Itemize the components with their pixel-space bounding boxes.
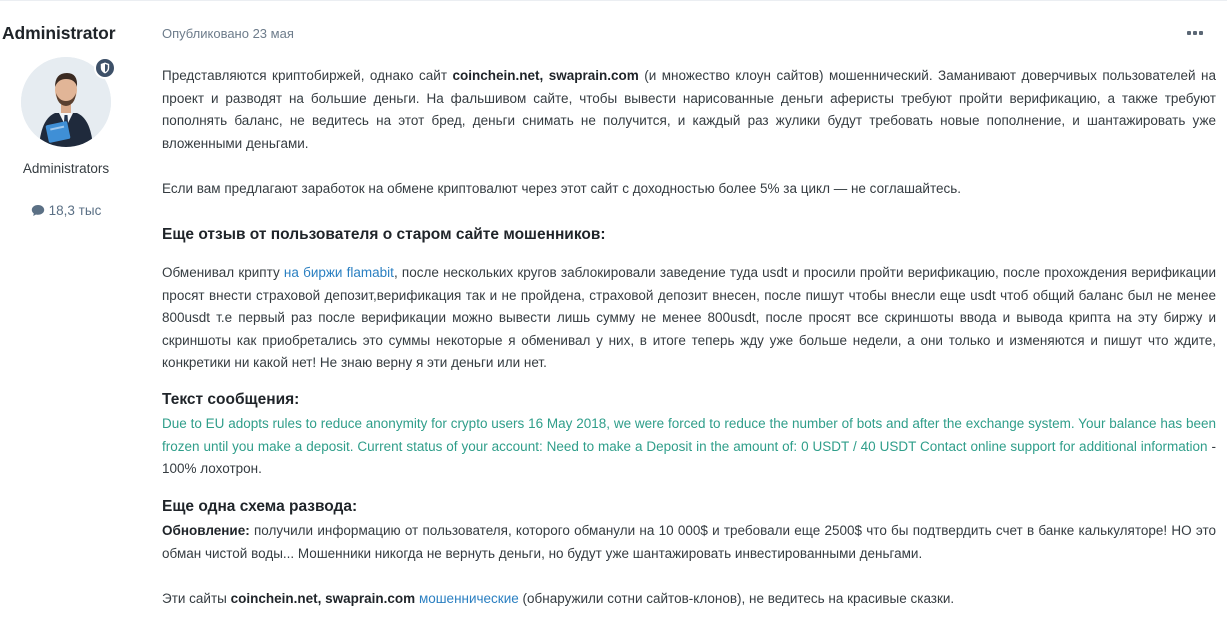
paragraph-conclusion	[162, 588, 1216, 611]
more-options-icon[interactable]	[1187, 31, 1205, 37]
text: (и множество клоун сайтов) мошеннический. Заманивают доверчивых пользователей на проект и разводят на большие деньги. На фальшивом сайте, чтобы вывести нарисованные деньги аферисты требуют пройти верификацию, а также требуют пополнять баланс, не ведитесь на этот бред, деньги снимать не получится, и каждый раз жулики будут требовать новые пополнение, и шантажировать уже вложенными деньгами.	[162, 68, 1216, 151]
paragraph-user-review	[162, 262, 1216, 375]
paragraph-intro	[162, 65, 1216, 155]
text: (обнаружили сотни сайтов-клонов), не ведитесь на красивые сказки.	[518, 591, 955, 606]
paragraph-quoted-message	[162, 413, 1216, 481]
heading-another-scheme: Еще одна схема развода:	[162, 498, 358, 515]
text: Обменивал крипту	[162, 265, 284, 280]
heading-user-review: Еще отзыв от пользователя о старом сайте мошенников:	[162, 226, 606, 243]
paragraph-update	[162, 520, 1216, 565]
flamabit-link[interactable]: на биржи flamabit	[283, 265, 394, 280]
site-names: coinchein.net, swaprain.com	[452, 68, 639, 83]
shield-icon	[94, 57, 116, 79]
site-names: coinchein.net, swaprain.com	[230, 591, 416, 606]
text: Эти сайты	[162, 591, 231, 606]
author-name[interactable]: Administrator	[2, 23, 116, 43]
text: - 100% лохотрон.	[162, 438, 1216, 476]
fraud-link[interactable]: мошеннические	[418, 591, 519, 606]
top-divider	[0, 0, 1227, 1]
post-count-value: 18,3 тыс	[48, 203, 102, 218]
post-count	[0, 203, 132, 218]
update-label: Обновление:	[162, 523, 250, 538]
text: Представляются криптобиржей, однако сайт	[162, 68, 453, 83]
text: , после нескольких кругов заблокировали заведение туда usdt и просили пройти верификацию, после прохождения верификации просят внести страховой депозит,верификация так и не пройдена, страховой депозит внесен, после пишут чтобы внесли еще usdt чтоб общий баланс был не менее 800usdt т.е первый раз после верификации можно вывести лишь сумму не менее 800usdt, после просят все скриншоты ввода и вывода крипта на эту биржу и скриншоты как приобретались это суммы некоторые я обменивал у них, в итоге теперь жду уже больше недели, а они только и изменяются и пишут что ждите, конкретики ни какой нет! Не знаю верну я эти деньги или нет.	[162, 265, 1216, 370]
quoted-message: Due to EU adopts rules to reduce anonymity for crypto users 16 May 2018, we were forced to reduce the number of bots and after the exchange system. Your balance has been frozen until you make a deposit. Current status of your account: Need to make a Deposit in the amount of: 0 USDT / 40 USDT Contact online support for additional information	[162, 416, 1216, 454]
heading-message-text: Текст сообщения:	[162, 391, 300, 408]
paragraph-warning: Если вам предлагают заработок на обмене криптовалют через этот сайт с доходностью более 5% за цикл — не соглашайтесь.	[162, 181, 962, 196]
post-date[interactable]: Опубликовано 23 мая	[162, 26, 294, 41]
author-group: Administrators	[22, 161, 110, 176]
text: получили информацию от пользователя, которого обманули на 10 000$ и требовали еще 2500$ что бы подтвердить счет в банке калькуляторе! НО это обман чистой воды... Мошенники никогда не вернуть деньги, но будут уже шантажировать инвестированными деньгами.	[162, 523, 1216, 561]
comment-icon	[31, 204, 45, 217]
